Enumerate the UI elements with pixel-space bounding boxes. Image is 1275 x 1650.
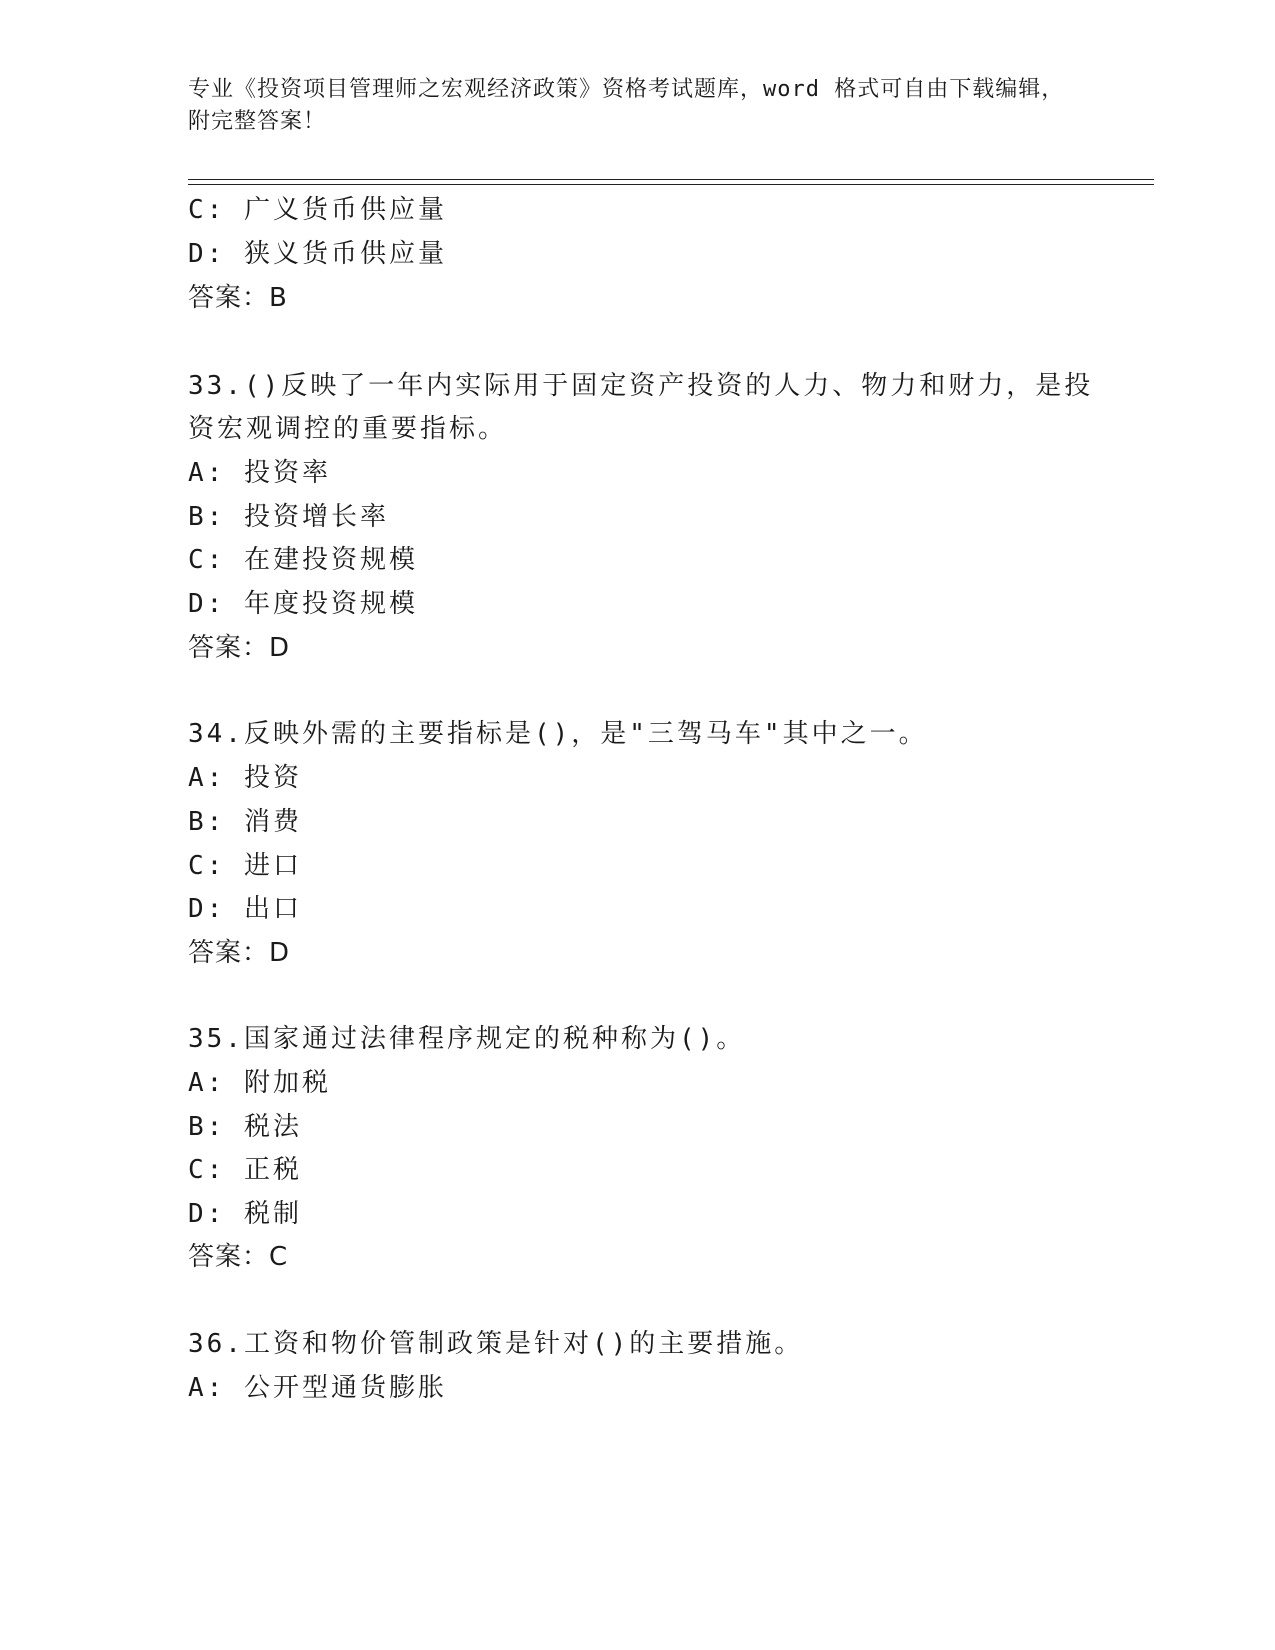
- header-divider-bottom: [188, 184, 1154, 185]
- q32-option-d: D: 狭义货币供应量: [188, 239, 447, 269]
- q36-option-a: A: 公开型通货膨胀: [188, 1373, 447, 1403]
- header-divider-top: [188, 179, 1154, 180]
- q33-option-c: C: 在建投资规模: [188, 545, 418, 575]
- q34-option-a: A: 投资: [188, 763, 302, 793]
- q35-answer: 答案：C: [188, 1242, 289, 1272]
- q33-stem-line2: 资宏观调控的重要指标。: [188, 414, 508, 444]
- q35-option-b: B: 税法: [188, 1112, 302, 1142]
- q32-answer: 答案：B: [188, 283, 288, 313]
- q34-option-d: D: 出口: [188, 894, 302, 924]
- q34-answer: 答案：D: [188, 938, 291, 968]
- q34-option-b: B: 消费: [188, 807, 302, 837]
- q33-stem-line1: 33.()反映了一年内实际用于固定资产投资的人力、物力和财力，是投: [188, 371, 1094, 401]
- q34-option-c: C: 进口: [188, 851, 302, 881]
- q33-option-a: A: 投资率: [188, 458, 331, 488]
- q32-option-c: C: 广义货币供应量: [188, 195, 447, 225]
- q36-stem: 36.工资和物价管制政策是针对()的主要措施。: [188, 1329, 804, 1359]
- q35-option-c: C: 正税: [188, 1155, 302, 1185]
- q35-stem: 35.国家通过法律程序规定的税种称为()。: [188, 1024, 746, 1054]
- q35-option-d: D: 税制: [188, 1199, 302, 1229]
- q33-option-d: D: 年度投资规模: [188, 589, 418, 619]
- q34-stem: 34.反映外需的主要指标是()，是"三驾马车"其中之一。: [188, 719, 928, 749]
- q33-option-b: B: 投资增长率: [188, 502, 389, 532]
- q33-answer: 答案：D: [188, 633, 291, 663]
- document-header: 专业《投资项目管理师之宏观经济政策》资格考试题库，word 格式可自由下载编辑，附完整答案！: [188, 77, 1065, 134]
- q35-option-a: A: 附加税: [188, 1068, 331, 1098]
